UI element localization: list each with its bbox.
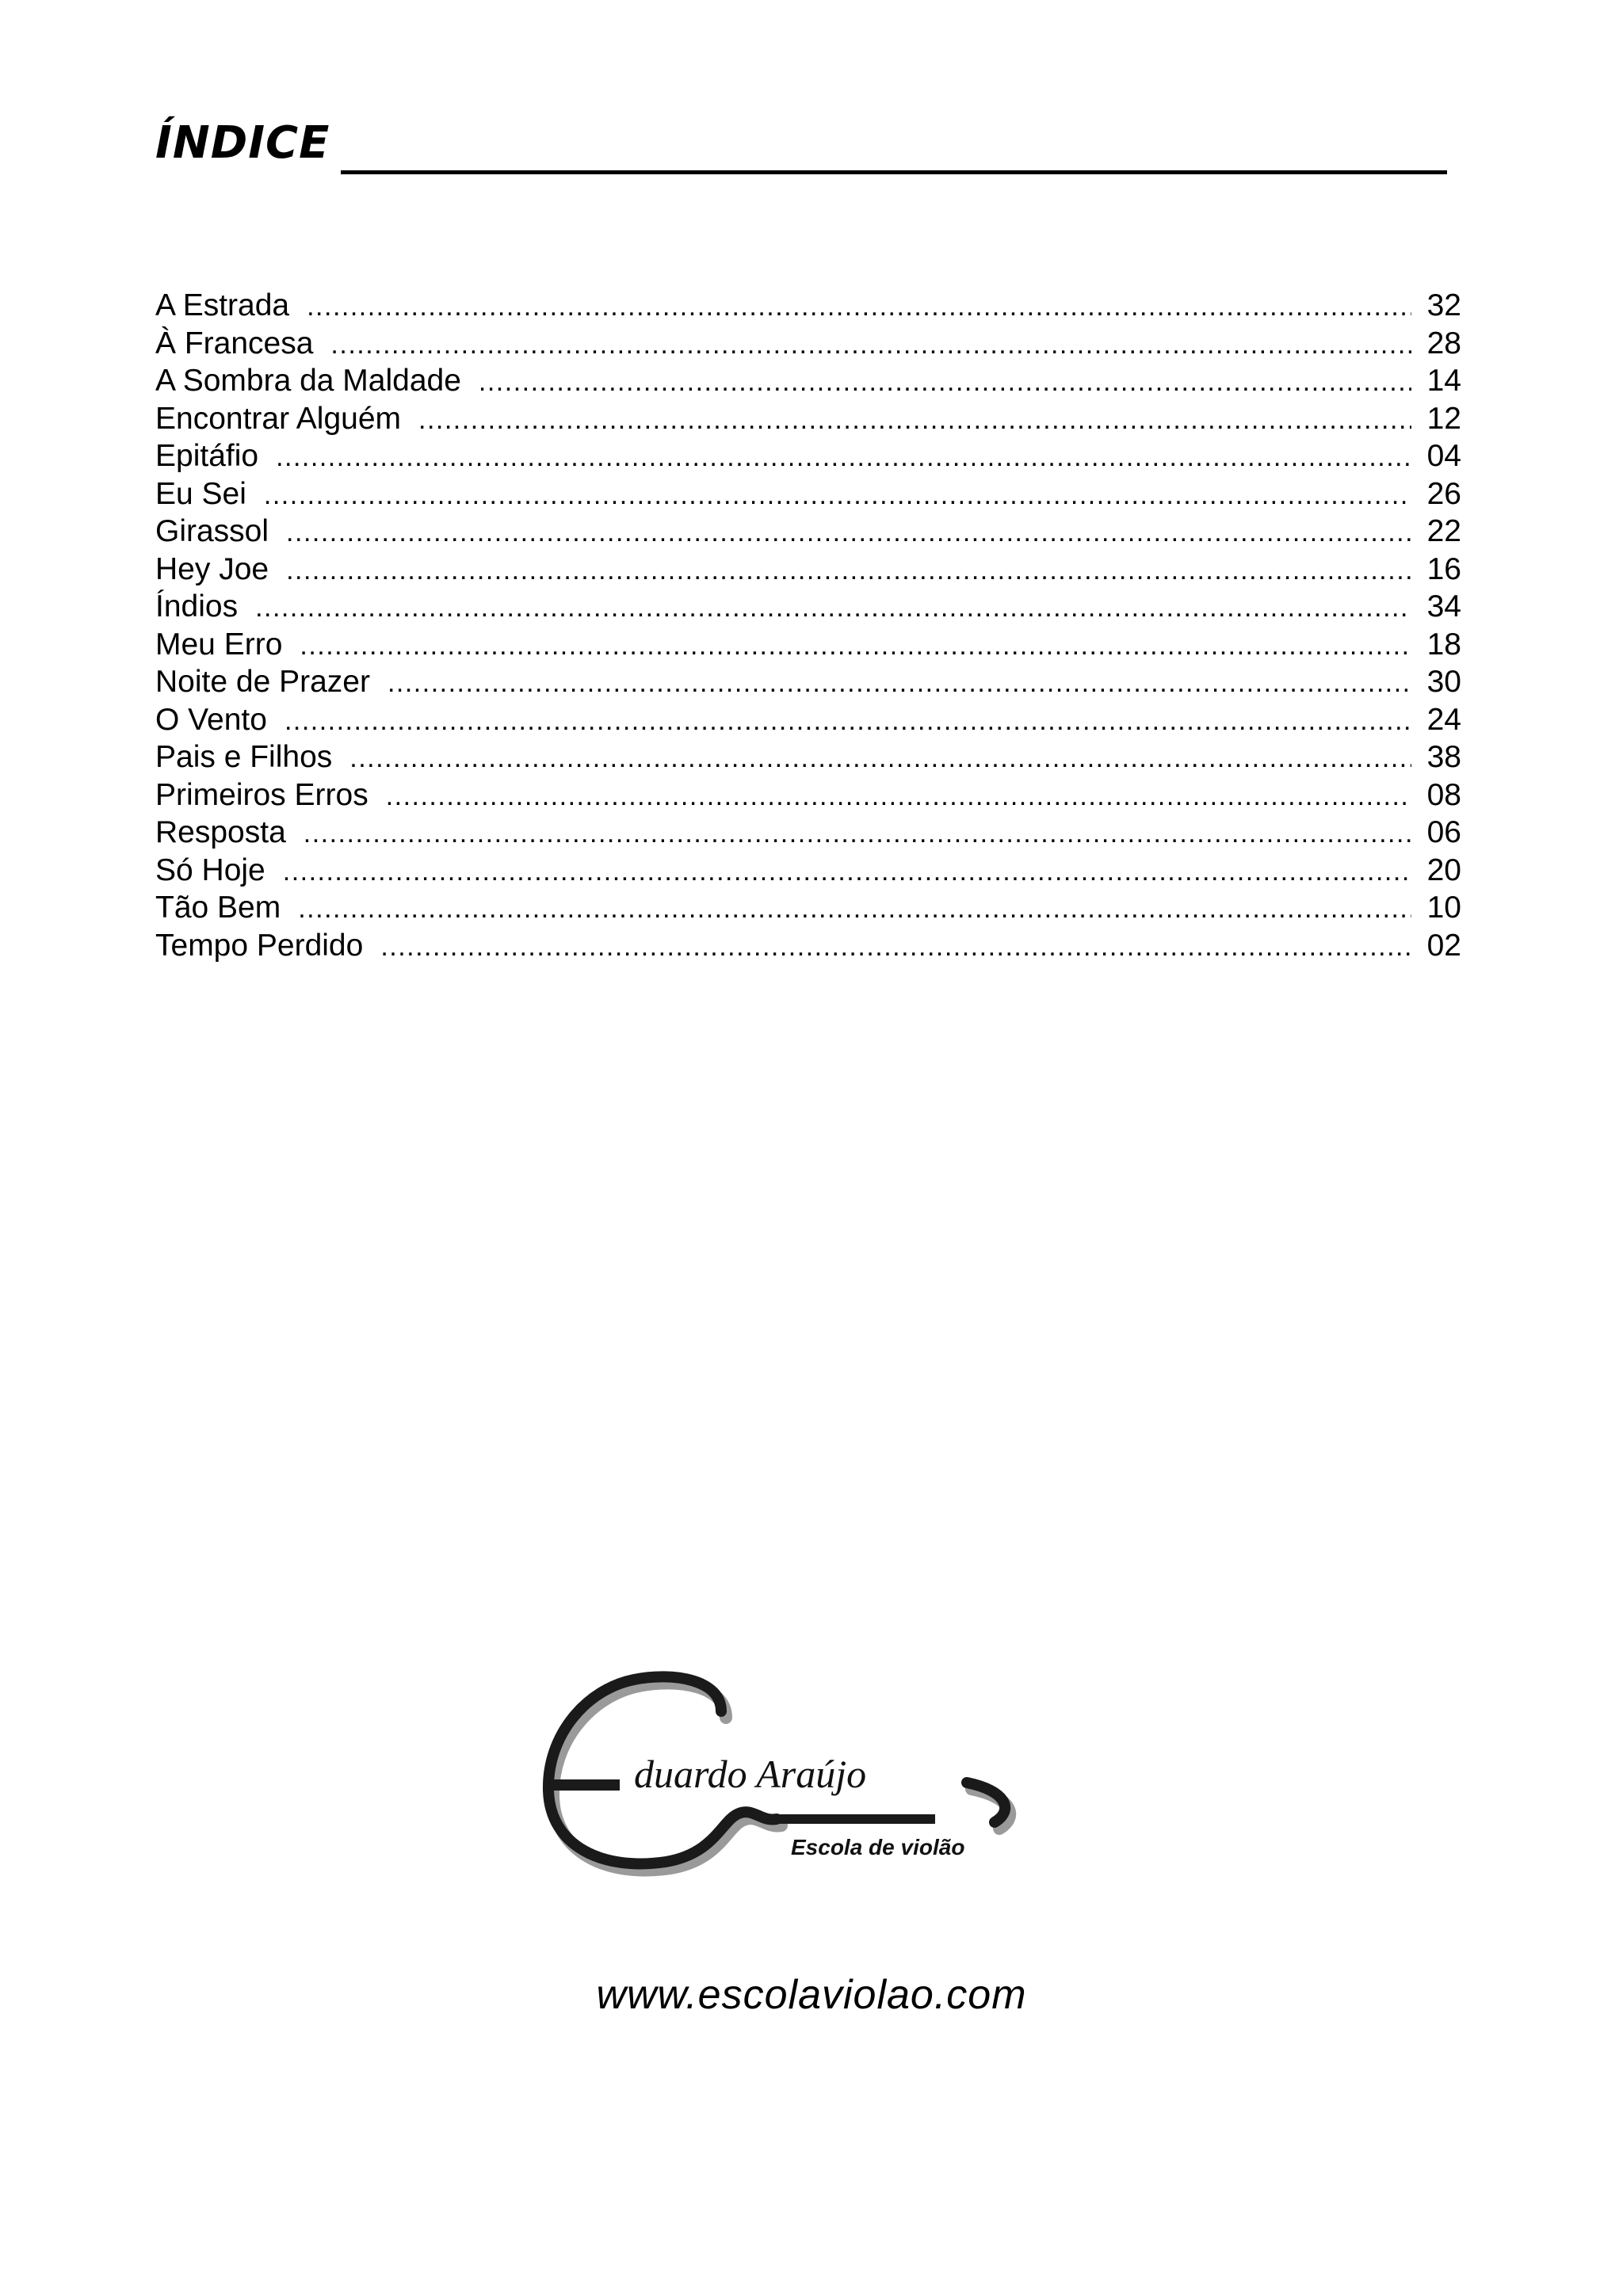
toc-dot-leader	[418, 402, 1411, 440]
toc-entry-title: Encontrar Alguém	[155, 401, 402, 436]
toc-entry-page: 06	[1426, 815, 1461, 849]
toc-entry[interactable]	[155, 588, 1461, 626]
toc-entry-title: A Estrada	[155, 288, 290, 322]
table-of-contents	[155, 287, 1461, 964]
toc-entry-page: 22	[1426, 514, 1461, 548]
toc-dot-leader	[386, 778, 1411, 816]
toc-dot-leader	[283, 853, 1411, 891]
toc-entry-title: Primeiros Erros	[155, 777, 369, 812]
toc-entry-title: Resposta	[155, 815, 286, 849]
toc-dot-leader	[264, 477, 1411, 515]
toc-entry[interactable]	[155, 513, 1461, 551]
toc-entry-page: 04	[1426, 439, 1461, 473]
toc-entry[interactable]	[155, 325, 1461, 363]
toc-dot-leader	[330, 326, 1411, 364]
toc-entry-title: Índios	[155, 589, 239, 624]
toc-dot-leader	[479, 364, 1411, 402]
toc-entry-title: Meu Erro	[155, 627, 283, 662]
toc-entry-title: Eu Sei	[155, 476, 246, 511]
toc-dot-leader	[307, 288, 1411, 326]
toc-entry-page: 38	[1426, 740, 1461, 774]
logo-tagline: Escola de violão	[791, 1835, 965, 1859]
toc-dot-leader	[285, 703, 1411, 741]
toc-dot-leader	[380, 929, 1411, 967]
toc-entry-title: Tão Bem	[155, 891, 281, 925]
toc-dot-leader	[304, 815, 1411, 853]
website-link[interactable]: www.escolaviolao.com	[596, 1972, 1027, 2018]
toc-entry-title: Pais e Filhos	[155, 740, 333, 774]
toc-entry-title: O Vento	[155, 702, 267, 737]
toc-entry-page: 24	[1426, 702, 1461, 737]
toc-entry[interactable]	[155, 852, 1461, 890]
toc-entry[interactable]	[155, 626, 1461, 664]
toc-dot-leader	[349, 740, 1411, 778]
toc-entry[interactable]	[155, 287, 1461, 325]
toc-entry-page: 14	[1426, 364, 1461, 398]
toc-entry-page: 30	[1426, 665, 1461, 699]
toc-dot-leader	[298, 891, 1411, 929]
toc-entry-page: 28	[1426, 326, 1461, 360]
logo-name: duardo Araújo	[634, 1752, 867, 1796]
toc-entry-title: À Francesa	[155, 326, 314, 360]
toc-entry-page: 20	[1426, 852, 1461, 887]
toc-entry-page: 18	[1426, 627, 1461, 662]
toc-entry-page: 16	[1426, 551, 1461, 586]
toc-dot-leader	[286, 514, 1411, 552]
toc-entry-page: 10	[1426, 891, 1461, 925]
toc-entry-page: 12	[1426, 401, 1461, 436]
toc-entry-title: Epitáfio	[155, 439, 259, 473]
toc-dot-leader	[300, 627, 1411, 666]
page-title: ÍNDICE	[155, 117, 330, 169]
toc-entry-title: Girassol	[155, 514, 269, 548]
toc-entry[interactable]	[155, 927, 1461, 965]
toc-entry-title: Noite de Prazer	[155, 665, 370, 699]
toc-entry[interactable]	[155, 362, 1461, 400]
toc-entry-title: Tempo Perdido	[155, 928, 364, 963]
school-logo	[539, 1664, 1046, 1894]
title-underline	[341, 170, 1447, 174]
toc-entry[interactable]	[155, 776, 1461, 814]
toc-entry[interactable]	[155, 738, 1461, 776]
toc-dot-leader	[255, 589, 1411, 627]
toc-entry[interactable]	[155, 400, 1461, 438]
toc-entry-page: 34	[1426, 589, 1461, 624]
toc-entry[interactable]	[155, 663, 1461, 701]
toc-entry-page: 32	[1426, 288, 1461, 322]
toc-entry[interactable]	[155, 814, 1461, 852]
toc-entry-title: Só Hoje	[155, 852, 265, 887]
toc-entry[interactable]	[155, 551, 1461, 589]
toc-dot-leader	[276, 439, 1411, 477]
toc-dot-leader	[388, 665, 1411, 703]
index-header	[155, 116, 1447, 187]
toc-dot-leader	[286, 552, 1411, 590]
toc-entry-page: 26	[1426, 476, 1461, 511]
toc-entry[interactable]	[155, 475, 1461, 513]
toc-entry[interactable]	[155, 437, 1461, 475]
toc-entry-title: Hey Joe	[155, 551, 269, 586]
toc-entry[interactable]	[155, 701, 1461, 739]
toc-entry-page: 08	[1426, 777, 1461, 812]
toc-entry-title: A Sombra da Maldade	[155, 364, 461, 398]
toc-entry-page: 02	[1426, 928, 1461, 963]
toc-entry[interactable]	[155, 889, 1461, 927]
